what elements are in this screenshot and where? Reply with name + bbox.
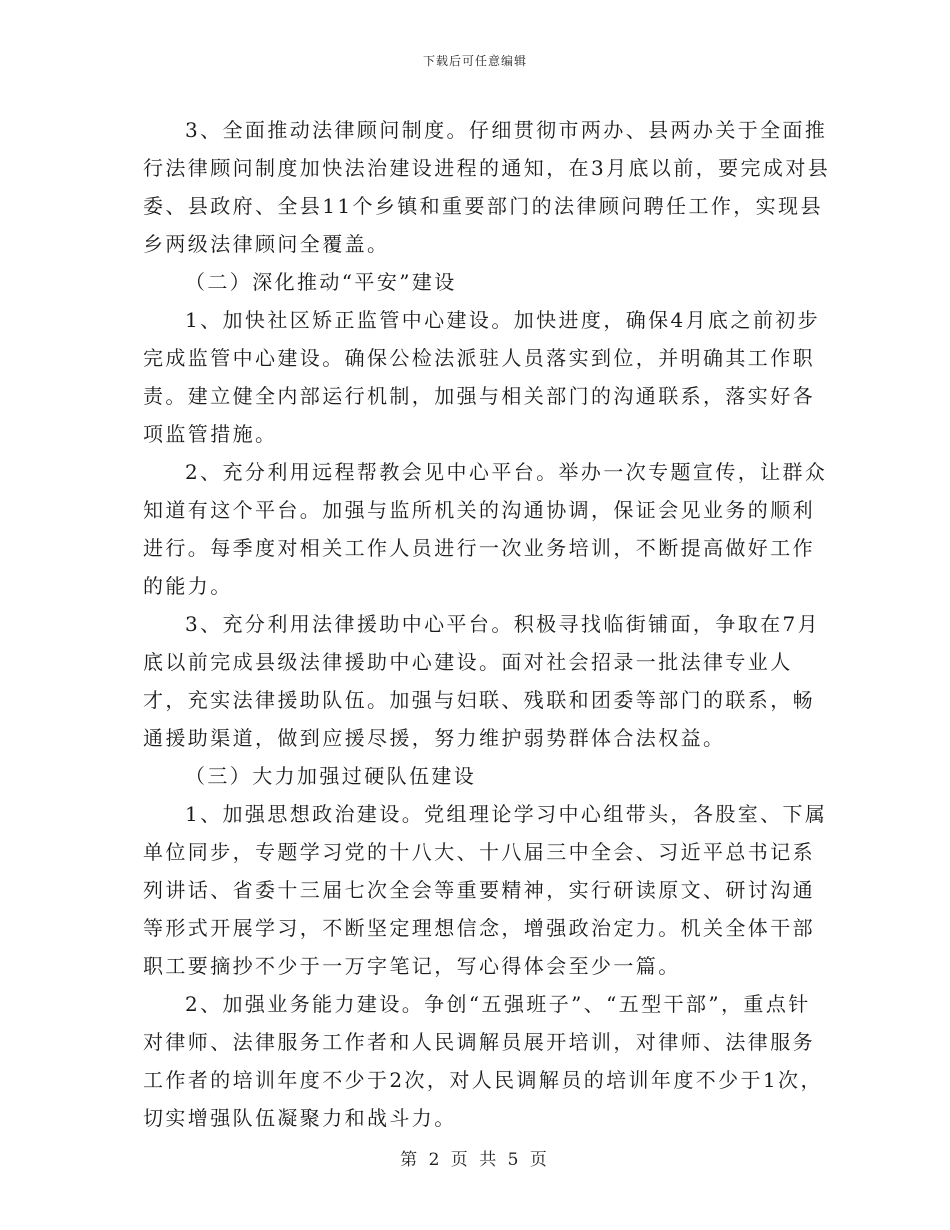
paragraph-legal-advisor: 3、全面推动法律顾问制度。仔细贯彻市两办、县两办关于全面推行法律顾问制度加快法治建设进程的通知，在3月底以前，要完成对县委、县政府、全县11个乡镇和重要部门的法律顾问聘任工作，实现县乡两级法律顾问全覆盖。 — [143, 118, 831, 256]
paragraph-capability-building: 2、加强业务能力建设。争创“五强班子”、“五型干部”，重点针对律师、法律服务工作者和人民调解员展开培训，对律师、法律服务工作者的培训年度不少于2次，对人民调解员的培训年度不少于1次，切实增强队伍凝聚力和战斗力。 — [143, 992, 823, 1130]
section-heading-team: （三）大力加强过硬队伍建设 — [185, 764, 477, 788]
document-body — [143, 111, 833, 1137]
paragraph-remote-visit: 2、充分利用远程帮教会见中心平台。举办一次专题宣传，让群众知道有这个平台。加强与监所机关的沟通协调，保证会见业务的顺利进行。每季度对相关工作人员进行一次业务培训，不断提高做好工作的能力。 — [143, 460, 828, 598]
paragraph-community-correction: 1、加快社区矫正监管中心建设。加快进度，确保4月底之前初步完成监管中心建设。确保公检法派驻人员落实到位，并明确其工作职责。建立健全内部运行机制，加强与相关部门的沟通联系，落实好各项监管措施。 — [143, 308, 821, 446]
paragraph-legal-aid: 3、充分利用法律援助中心平台。积极寻找临街铺面，争取在7月底以前完成县级法律援助中心建设。面对社会招录一批法律专业人才，充实法律援助队伍。加强与妇联、残联和团委等部门的联系，畅通援助渠道，做到应援尽援，努力维护弱势群体合法权益。 — [143, 612, 821, 750]
section-heading-safety: （二）深化推动“平安”建设 — [185, 270, 457, 294]
paragraph-political-building: 1、加强思想政治建设。党组理论学习中心组带头，各股室、下属单位同步，专题学习党的十八大、十八届三中全会、习近平总书记系列讲话、省委十三届七次全会等重要精神，实行研读原文、研讨沟通等形式开展学习，不断坚定理想信念，增强政治定力。机关全体干部职工要摘抄不少于一万字笔记，写心得体会至少一篇。 — [143, 802, 828, 978]
page-number: 第 2 页 共 5 页 — [400, 1150, 550, 1170]
page-header-note: 下载后可任意编辑 — [422, 54, 527, 68]
